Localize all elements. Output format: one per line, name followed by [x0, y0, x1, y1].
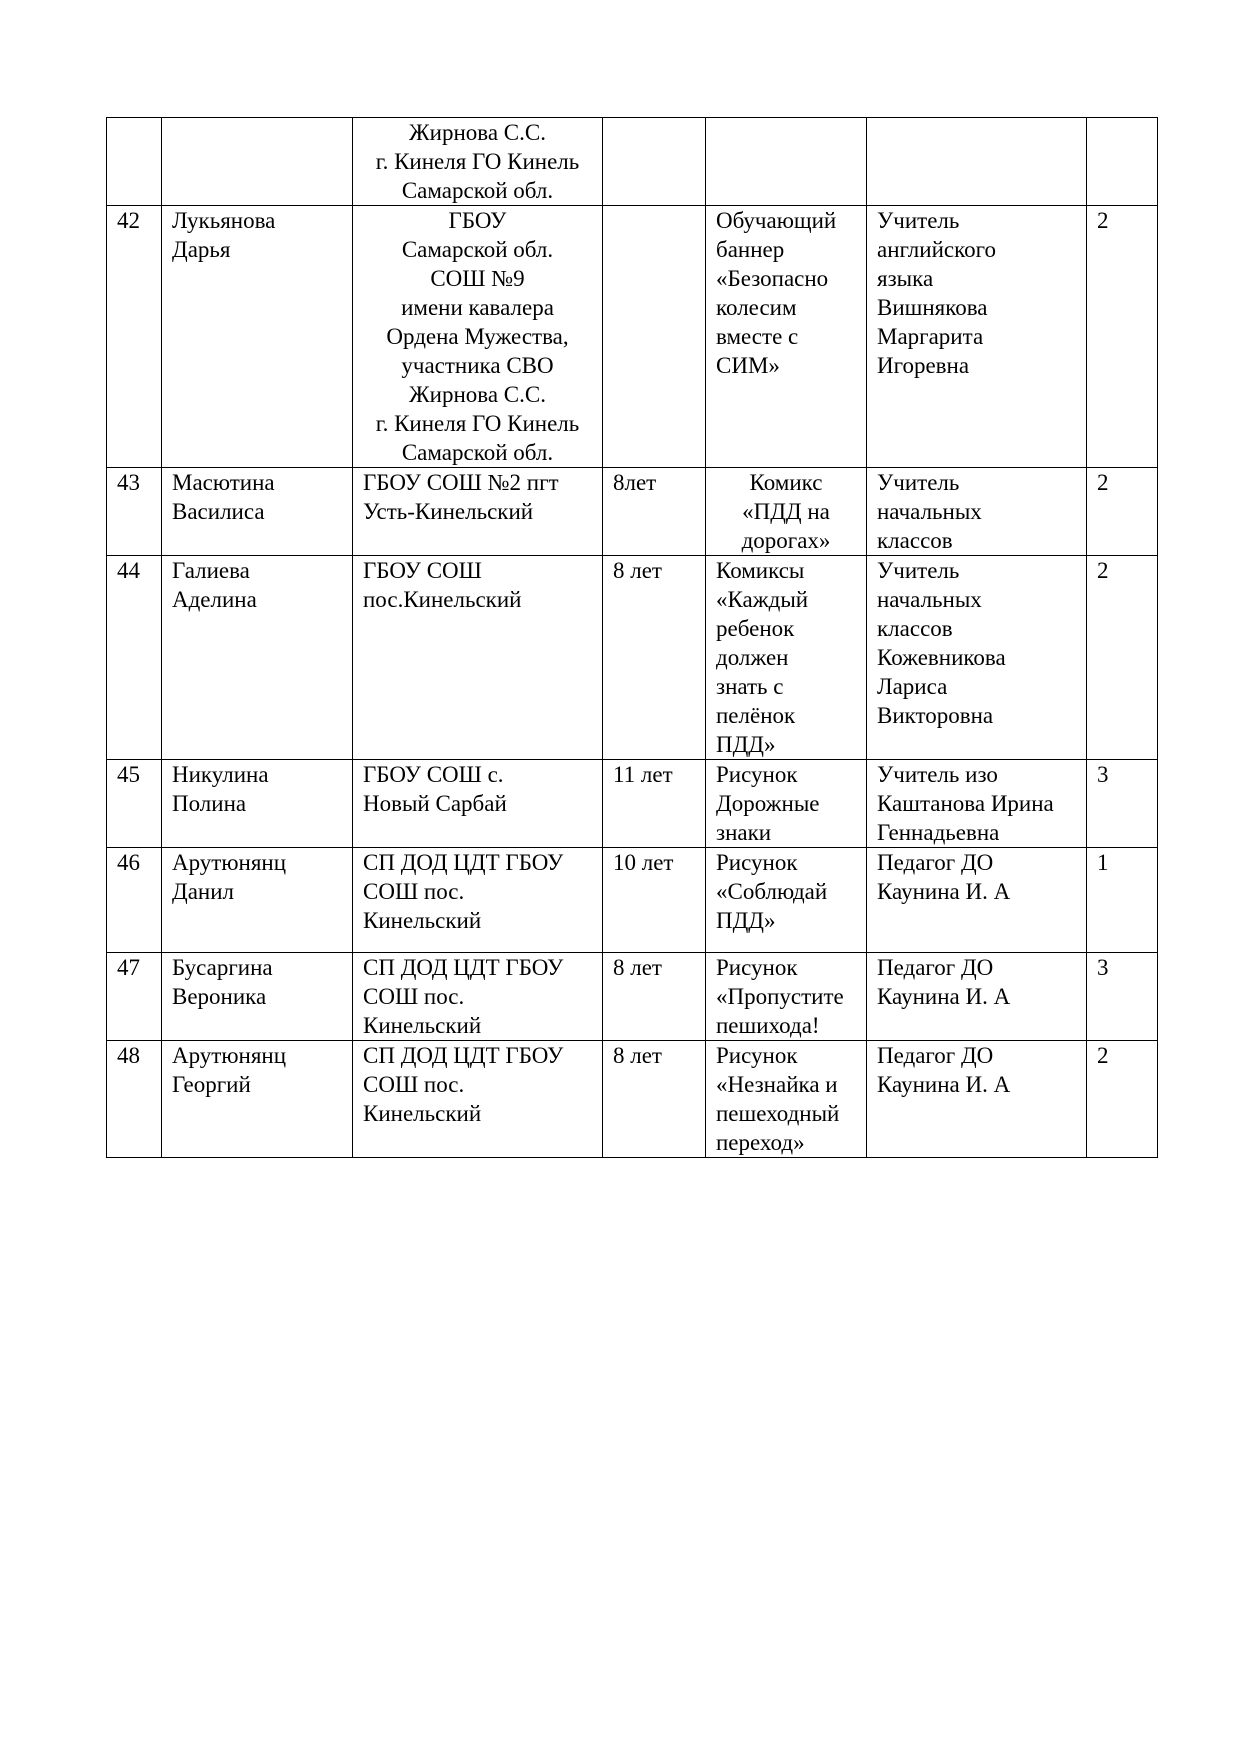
cell-work-title	[706, 556, 867, 760]
cell-school-line: Жирнова С.С.	[409, 382, 546, 407]
cell-school	[353, 760, 603, 848]
cell-teacher-line: языка	[877, 266, 934, 291]
cell-place: 3	[1087, 953, 1158, 1041]
cell-work-title	[706, 1041, 867, 1158]
cell-school	[353, 118, 603, 206]
cell-school-line: Кинельский	[363, 908, 482, 933]
cell-age: 8лет	[603, 468, 706, 556]
cell-teacher-line: начальных	[877, 499, 982, 524]
cell-school-line: ГБОУ СОШ №2 пгт	[363, 470, 559, 495]
cell-school-line: Усть-Кинельский	[363, 499, 534, 524]
cell-place	[1087, 118, 1158, 206]
cell-school	[353, 556, 603, 760]
cell-age: 10 лет	[603, 848, 706, 953]
cell-participant-name-line: Никулина	[172, 762, 269, 787]
cell-work-title-line: должен	[716, 645, 789, 670]
cell-work-title-line: Комикс	[749, 470, 823, 495]
cell-participant-name-line: Арутюнянц	[172, 1043, 287, 1068]
cell-school-line: СП ДОД ЦДТ ГБОУ	[363, 850, 564, 875]
cell-school	[353, 848, 603, 953]
cell-work-title-line: ПДД»	[716, 908, 776, 933]
cell-work-title-line: дорогах»	[741, 528, 831, 553]
cell-school	[353, 468, 603, 556]
cell-participant-name-line: Георгий	[172, 1072, 251, 1097]
cell-school-line: СОШ пос.	[363, 984, 465, 1009]
cell-school-line: Жирнова С.С.	[409, 120, 546, 145]
cell-age: 8 лет	[603, 1041, 706, 1158]
cell-school-line: участника СВО	[401, 353, 554, 378]
cell-work-title-line: Рисунок	[716, 955, 798, 980]
cell-teacher-line: Учитель изо	[877, 762, 998, 787]
cell-school-line: г. Кинеля ГО Кинель	[375, 411, 580, 436]
cell-school-line: Самарской обл.	[401, 440, 554, 465]
cell-place: 2	[1087, 468, 1158, 556]
cell-school-line: СП ДОД ЦДТ ГБОУ	[363, 955, 564, 980]
cell-work-title	[706, 760, 867, 848]
cell-participant-name-line: Данил	[172, 879, 234, 904]
cell-number	[107, 118, 162, 206]
cell-work-title	[706, 118, 867, 206]
cell-number: 45	[107, 760, 162, 848]
cell-work-title	[706, 848, 867, 953]
cell-place: 2	[1087, 556, 1158, 760]
cell-work-title-line: Рисунок	[716, 850, 798, 875]
cell-school-line: пос.Кинельский	[363, 587, 522, 612]
cell-work-title-line: баннер	[716, 237, 785, 262]
cell-number: 47	[107, 953, 162, 1041]
cell-participant-name	[162, 953, 353, 1041]
cell-teacher-line: Педагог ДО	[877, 955, 994, 980]
cell-number: 43	[107, 468, 162, 556]
cell-teacher-line: Каштанова Ирина	[877, 791, 1054, 816]
cell-teacher-line: английского	[877, 237, 996, 262]
cell-participant-name	[162, 556, 353, 760]
cell-teacher-line: начальных	[877, 587, 982, 612]
cell-age	[603, 206, 706, 468]
cell-participant-name-line: Лукьянова	[172, 208, 276, 233]
cell-teacher-line: классов	[877, 528, 953, 553]
cell-school-line: Самарской обл.	[401, 237, 554, 262]
table-row	[107, 760, 1158, 848]
cell-teacher-line: Лариса	[877, 674, 948, 699]
cell-number: 42	[107, 206, 162, 468]
cell-work-title-line: СИМ»	[716, 353, 780, 378]
cell-participant-name	[162, 118, 353, 206]
cell-age: 8 лет	[603, 953, 706, 1041]
cell-school-line: Самарской обл.	[401, 178, 554, 203]
cell-work-title-line: Обучающий	[716, 208, 837, 233]
cell-participant-name-line: Бусаргина	[172, 955, 273, 980]
cell-work-title-line: «Безопасно	[716, 266, 829, 291]
cell-work-title	[706, 468, 867, 556]
cell-school-line: ГБОУ	[448, 208, 507, 233]
cell-work-title-line: Рисунок	[716, 762, 798, 787]
cell-participant-name-line: Масютина	[172, 470, 275, 495]
cell-teacher-line: Кожевникова	[877, 645, 1006, 670]
cell-age: 11 лет	[603, 760, 706, 848]
cell-work-title-line: вместе с	[716, 324, 799, 349]
cell-teacher	[867, 1041, 1087, 1158]
cell-work-title-line: «Соблюдай	[716, 879, 828, 904]
cell-school-line: Ордена Мужества,	[386, 324, 569, 349]
cell-teacher-line: Викторовна	[877, 703, 994, 728]
cell-teacher-line: Педагог ДО	[877, 1043, 994, 1068]
cell-work-title-line: Комиксы	[716, 558, 805, 583]
table-row	[107, 556, 1158, 760]
cell-work-title-line: ребенок	[716, 616, 795, 641]
table-row	[107, 206, 1158, 468]
cell-school-line: СП ДОД ЦДТ ГБОУ	[363, 1043, 564, 1068]
cell-teacher-line: Каунина И. А	[877, 879, 1011, 904]
cell-work-title-line: пешеходный	[716, 1101, 840, 1126]
cell-number: 48	[107, 1041, 162, 1158]
cell-teacher	[867, 556, 1087, 760]
cell-place: 2	[1087, 206, 1158, 468]
cell-teacher-line: Учитель	[877, 470, 960, 495]
cell-teacher-line: Учитель	[877, 208, 960, 233]
cell-work-title-line: Дорожные	[716, 791, 820, 816]
cell-work-title-line: «Каждый	[716, 587, 809, 612]
cell-school-line: г. Кинеля ГО Кинель	[375, 149, 580, 174]
cell-work-title-line: знаки	[716, 820, 772, 845]
table-row	[107, 1041, 1158, 1158]
cell-place: 3	[1087, 760, 1158, 848]
cell-place: 1	[1087, 848, 1158, 953]
cell-participant-name-line: Василиса	[172, 499, 265, 524]
cell-school	[353, 953, 603, 1041]
cell-participant-name	[162, 1041, 353, 1158]
cell-participant-name-line: Полина	[172, 791, 247, 816]
results-table-body	[107, 118, 1158, 1158]
cell-teacher-line: Учитель	[877, 558, 960, 583]
cell-teacher	[867, 118, 1087, 206]
cell-school-line: ГБОУ СОШ с.	[363, 762, 504, 787]
table-row	[107, 953, 1158, 1041]
cell-school-line: Кинельский	[363, 1013, 482, 1038]
cell-school-line: СОШ №9	[430, 266, 525, 291]
cell-teacher-line: Педагог ДО	[877, 850, 994, 875]
cell-participant-name-line: Вероника	[172, 984, 267, 1009]
cell-teacher	[867, 848, 1087, 953]
cell-teacher	[867, 206, 1087, 468]
cell-age: 8 лет	[603, 556, 706, 760]
cell-participant-name-line: Арутюнянц	[172, 850, 287, 875]
cell-number: 46	[107, 848, 162, 953]
table-row	[107, 468, 1158, 556]
cell-school	[353, 1041, 603, 1158]
cell-teacher	[867, 760, 1087, 848]
cell-participant-name-line: Галиева	[172, 558, 250, 583]
cell-work-title-line: пелёнок	[716, 703, 796, 728]
cell-work-title-line: колесим	[716, 295, 797, 320]
cell-school-line: СОШ пос.	[363, 879, 465, 904]
cell-teacher-line: Каунина И. А	[877, 984, 1011, 1009]
cell-participant-name-line: Аделина	[172, 587, 257, 612]
cell-participant-name	[162, 760, 353, 848]
cell-teacher-line: Вишнякова	[877, 295, 988, 320]
cell-participant-name	[162, 206, 353, 468]
cell-work-title	[706, 206, 867, 468]
cell-teacher-line: классов	[877, 616, 953, 641]
cell-teacher-line: Маргарита	[877, 324, 984, 349]
cell-participant-name	[162, 468, 353, 556]
cell-work-title-line: знать с	[716, 674, 784, 699]
cell-place: 2	[1087, 1041, 1158, 1158]
cell-school-line: ГБОУ СОШ	[363, 558, 482, 583]
cell-work-title-line: пешихода!	[716, 1013, 820, 1038]
cell-work-title-line: ПДД»	[716, 732, 776, 757]
cell-teacher	[867, 953, 1087, 1041]
cell-school-line: имени кавалера	[401, 295, 554, 320]
cell-participant-name-line: Дарья	[172, 237, 231, 262]
cell-participant-name	[162, 848, 353, 953]
cell-teacher-line: Каунина И. А	[877, 1072, 1011, 1097]
cell-work-title	[706, 953, 867, 1041]
cell-work-title-line: «ПДД на	[742, 499, 830, 524]
table-row	[107, 118, 1158, 206]
cell-work-title-line: переход»	[716, 1130, 805, 1155]
cell-age	[603, 118, 706, 206]
cell-teacher	[867, 468, 1087, 556]
cell-school-line: Новый Сарбай	[363, 791, 507, 816]
table-row	[107, 848, 1158, 953]
cell-school	[353, 206, 603, 468]
cell-work-title-line: Рисунок	[716, 1043, 798, 1068]
cell-work-title-line: «Пропустите	[716, 984, 844, 1009]
cell-school-line: Кинельский	[363, 1101, 482, 1126]
cell-number: 44	[107, 556, 162, 760]
cell-work-title-line: «Незнайка и	[716, 1072, 838, 1097]
cell-teacher-line: Игоревна	[877, 353, 970, 378]
cell-school-line: СОШ пос.	[363, 1072, 465, 1097]
results-table	[106, 117, 1158, 1158]
cell-teacher-line: Геннадьевна	[877, 820, 1000, 845]
